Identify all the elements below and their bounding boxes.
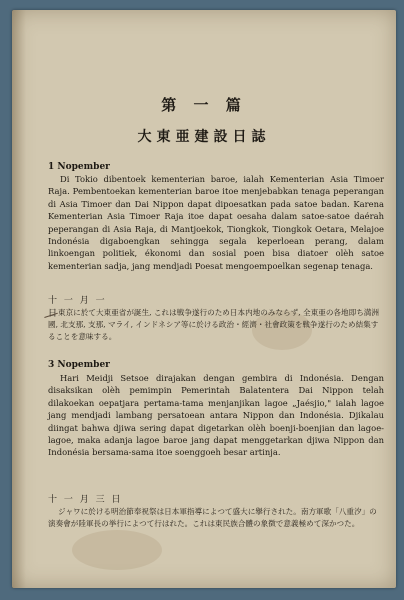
paper-stain [72,530,162,570]
entry-text: Hari Meidji Setsoe dirajakan dengan gembira di Indonésia. Dengan disaksikan olèh pemimpin Pemerintah Balatentera Dai Nippon telah dilakoekan oepatjara pertama-tama menjanjikan lagoe „Jaésjio," ialah lagoe jang mendjadi lambang persatoean antara Nippon dan Indonésia. Djikalau diingat bahwa djiwa sering dapat digetarkan olèh boenji-boenjian dan lagoe-lagoe, maka adanja lagoe baroe jang dapat menggetarkan djiwa Nippon dan Indonésia bersama-sama itoe soenggoeh besar artinja. [48,373,384,458]
entry-date: 3 Nopember [48,360,110,370]
chapter-title: 第 一 篇 [161,96,247,114]
japanese-entry-date: 十 一 月 三 日 [48,495,123,505]
book-page [12,10,396,588]
entry-text: Di Tokio dibentoek kementerian baroe, ialah Kementerian Asia Timoer Raja. Pembentoekan kementerian baroe itoe menjebabkan tenaga peperangan di Asia Timoer dan Dai Nippon dapat dipoesatkan pada satoe badan. Karena Kementerian Asia Timoer Raja itoe dapat oesaha dalam satoe-satoe daérah peperangan di Asia Raja, di Mantjoekok, Tiongkok, Tiongkok Oetara, Melajoe Indonésia digaboengkan sehingga segala keperloean perang, dalam linkoengan politiek, ékonomi dan sosial poen bisa diatoer olèh satoe kementerian sadja, jang mendjadi Poesat mengoempoelkan segenap tenaga. [48,174,384,271]
entry-date: 1 Nopember [48,162,110,172]
japanese-entry-date: 十 一 月 一 日 [48,293,120,319]
japanese-entry-text: ジャワに於ける明治節奉祝祭は日本軍指導によつて盛大に擧行された。南方軍歌「八重汐」の演奏會が陸軍長の挙行によつて行はれた。これは東民族合體の象徴で意義極めて深かつた。 [48,507,377,529]
japanese-entry-text: 東京に於て大東亜省が誕生, これは戦争遂行のため日本内地のみならず, 全東亜の各地即ち満洲國, 北支那, 支那, マライ, インドネシア等に於ける政治・經濟・社會政策を戦争遂行のため結集することを意味する。 [48,308,379,342]
section-heading: 大東亜建設日誌 [137,129,271,145]
